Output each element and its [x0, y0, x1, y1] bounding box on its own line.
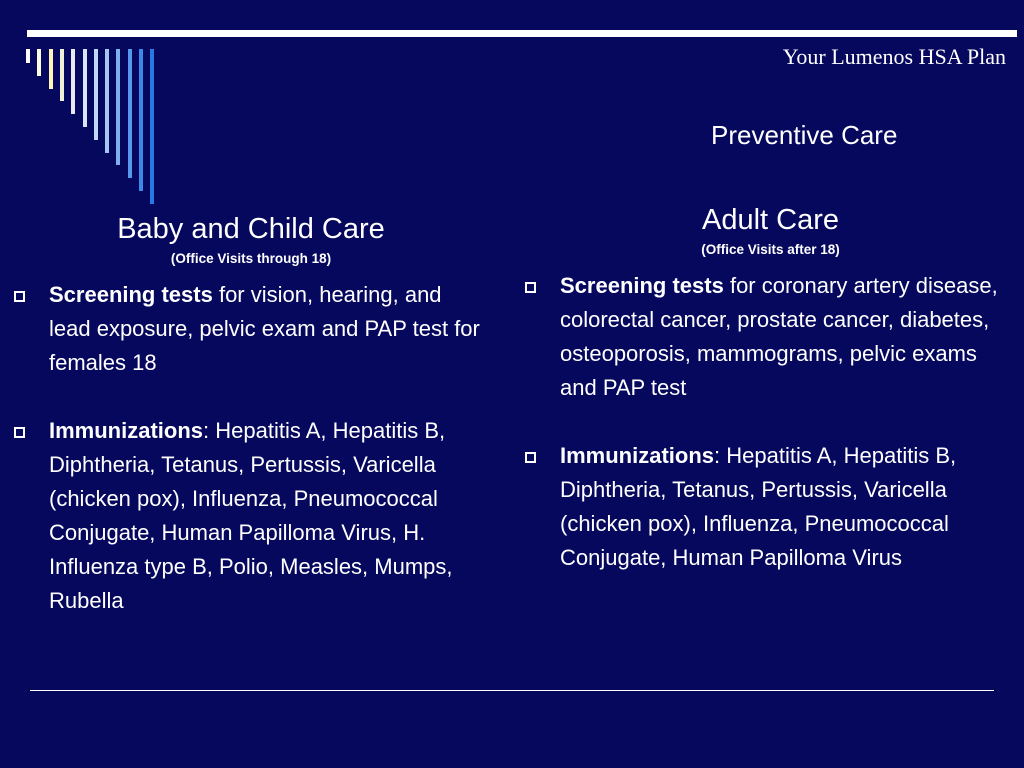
hollow-square-bullet-icon	[525, 282, 536, 293]
bullet-text: for vision, hearing, and lead exposure, pelvic exam and PAP test for females 18	[49, 281, 480, 375]
bullet-bold-label: Screening tests	[560, 272, 724, 298]
bullet-item	[523, 269, 1018, 405]
stripe-bar	[37, 49, 41, 76]
stripe-bar	[105, 49, 109, 153]
bullet-text: : Hepatitis A, Hepatitis B, Diphtheria, Tetanus, Pertussis, Varicella (chicken pox), Influenza, Pneumococcal Conjugate, Human Papilloma Virus	[560, 442, 957, 570]
stripe-bar	[128, 49, 132, 178]
left-column	[12, 212, 490, 618]
slide-subtitle: Preventive Care	[711, 120, 898, 150]
stripe-bar	[26, 49, 30, 63]
hollow-square-bullet-icon	[525, 452, 536, 463]
hollow-square-bullet-icon	[14, 427, 25, 438]
stripe-bar	[49, 49, 53, 89]
right-column-note: (Office Visits after 18)	[701, 241, 840, 257]
bullet-item	[12, 414, 489, 618]
stripe-bar	[116, 49, 120, 165]
left-bullet-list	[12, 278, 490, 618]
stripe-bar	[139, 49, 143, 191]
bullet-text: for coronary artery disease, colorectal cancer, prostate cancer, diabetes, osteoporosis, mammograms, pelvic exams and PAP test	[560, 272, 998, 400]
bullet-item	[523, 439, 1018, 575]
slide-header-title: Your Lumenos HSA Plan	[782, 44, 1006, 69]
stripe-bar	[150, 49, 154, 204]
stripe-decoration	[0, 0, 200, 220]
left-column-note: (Office Visits through 18)	[170, 250, 332, 266]
right-column	[523, 203, 1018, 575]
stripe-bar	[60, 49, 64, 101]
stripe-bar	[83, 49, 87, 127]
bullet-bold-label: Screening tests	[49, 281, 213, 307]
bullet-item	[12, 278, 489, 380]
bullet-text: : Hepatitis A, Hepatitis B, Diphtheria, Tetanus, Pertussis, Varicella (chicken pox), Influenza, Pneumococcal Conjugate, Human Papilloma Virus, H. Influenza type B, Polio, Measles, Mumps, Rubella	[49, 417, 453, 613]
left-column-heading: Baby and Child Care	[117, 213, 385, 245]
bullet-bold-label: Immunizations	[49, 417, 204, 443]
right-bullet-list	[523, 269, 1018, 575]
bullet-bold-label: Immunizations	[560, 442, 715, 468]
bottom-rule	[30, 690, 994, 691]
stripe-bar	[71, 49, 75, 114]
right-column-heading: Adult Care	[701, 204, 839, 236]
hollow-square-bullet-icon	[14, 291, 25, 302]
stripe-bar	[94, 49, 98, 140]
